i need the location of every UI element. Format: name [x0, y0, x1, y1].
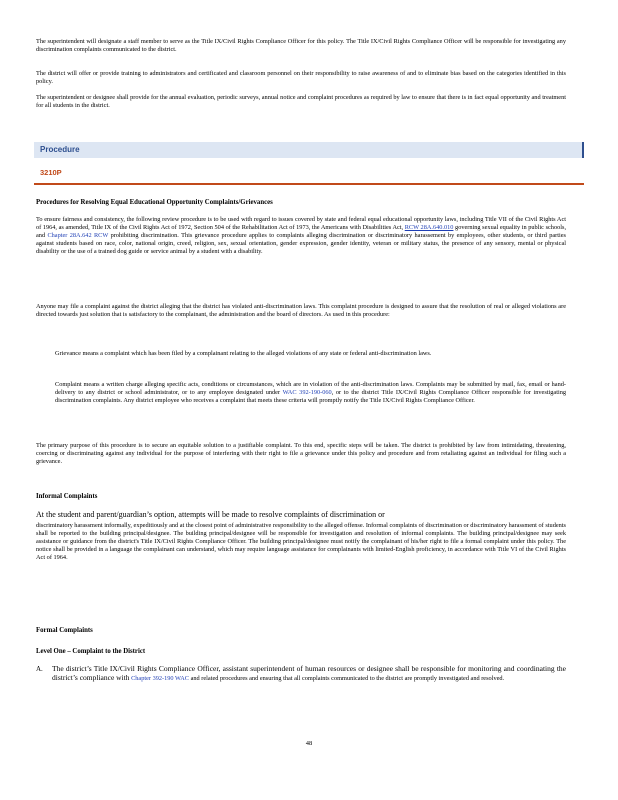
wac-chapter-link[interactable]: Chapter 392-190 WAC [131, 675, 190, 682]
chapter-link[interactable]: Chapter 28A.642 RCW [47, 232, 109, 239]
body-text: governing sexual equality in public schools, and [36, 224, 567, 239]
procedure-paragraph-3: The primary purpose of this procedure is to secure an equitable solution to a justifiable complaint. To this end, specific steps will be taken. The district is prohibited by law from intimidating, threatening, coercing or discriminating against any individual for the purpose of interfering with their right to file a grievance under this policy and procedure and from retaliating against an individual for filing such a grievance. [36, 442, 566, 465]
divider-rule [34, 183, 584, 185]
body-text: To ensure fairness and consistency, the following review procedure is to be used with regard to issues covered by state and federal equal educational opportunity laws, including Title VII of the Civil Rights Act of 1964, as amended, Title IX of the Civil Rights Act of 1972, Section 504 of the Rehabilitation Act of 1973, the Americans with Disabilities Act, [36, 216, 566, 231]
informal-body: discriminatory harassment informally, expeditiously and at the closest point of administrative responsibility to the alleged offense. Informal complaints of discrimination or discriminatory harassment of students shall be reported to the building principal/designee. The building principal/designee will be responsible for investigation and resolution of informal complaints. The building principal/designee may seek assistance or guidance from the district's Title IX/Civil Rights Compliance Officer. The building principal/designee must notify the complainant of his/her right to file a formal complaint under this policy. The notice shall be provided in a language the complainant can understand, which may require language assistance for complainants with limited-English proficiency, in accordance with Title VI of the Civil Rights Act of 1964. [36, 522, 566, 561]
body-text: , or to the district Title IX/Civil Rights Compliance Officer responsible for investigating discrimination complaints. Any district employee who receives a complaint that meets these criteria will promptly notify the Title IX/Civil Rights Compliance Officer. [55, 389, 567, 404]
intro-paragraph-3: The superintendent or designee shall provide for the annual evaluation, periodic surveys, annual notice and complaint procedures as required by law to ensure that there is in fact equal opportunity and treatment for all students in the district. [36, 94, 566, 109]
body-text: The district’s Title IX/Civil Rights Compliance Officer, assistant superintendent of human resources or designee shall be responsible for monitoring and coordinating the district’s compliance with [52, 664, 566, 682]
intro-paragraph-2: The district will offer or provide training to administrators and certificated and classroom personnel on their responsibility to raise awareness of and to eliminate bias based on the categories identified in this policy. [36, 70, 566, 85]
body-text: Complaint means a written charge alleging specific acts, conditions or circumstances, which are in violation of the anti-discrimination laws. Complaints may be submitted by mail, fax, email or hand-delivery to any district or school administrator, or to any employee designated under [55, 381, 566, 396]
policy-code: 3210P [40, 168, 62, 177]
procedure-paragraph-2: Anyone may file a complaint against the district alleging that the district has violated anti-discrimination laws. This complaint procedure is designed to assure that the resolution of real or alleged violations are directed towards just solution that is satisfactory to the complainant, the administration and the board of directors. As used in this procedure: [36, 303, 566, 318]
informal-heading: Informal Complaints [36, 493, 98, 500]
definition-complaint [55, 381, 566, 405]
informal-lead: At the student and parent/guardian’s option, attempts will be made to resolve complaints of discrimination or [36, 510, 385, 519]
definition-grievance: Grievance means a complaint which has been filed by a complainant relating to the alleged violations of any state or federal anti-discrimination laws. [55, 350, 432, 357]
procedure-title: Procedures for Resolving Equal Educational Opportunity Complaints/Grievances [36, 199, 273, 206]
wac-link[interactable]: WAC 392-190-060 [282, 389, 332, 396]
page-number: 48 [305, 740, 313, 747]
procedure-banner [34, 142, 584, 158]
level-one-heading: Level One – Complaint to the District [36, 648, 146, 655]
body-text: and related procedures and ensuring that all complaints communicated to the district are promptly investigated and resolved. [190, 675, 505, 682]
intro-text: The superintendent will designate a staff member to serve as the Title IX/Civil Rights Compliance Officer for this policy. [36, 38, 345, 45]
body-text: prohibiting discrimination. This grievance procedure applies to complaints alleging discrimination or discriminatory harassement by employees, other students, or third parties against students based on race, color, national origin, creed, religion, sex, sexual orientation, gender expression, gender identity, veteran or military status, the presence of any sensory, mental or physical disability or the use of a trained dog guide or service animal by a student with a disability. [36, 232, 566, 255]
list-label-a: A. [36, 665, 43, 673]
rcw-link[interactable]: RCW 28A.640.010 [404, 224, 454, 231]
procedure-paragraph-1 [36, 216, 566, 256]
formal-heading: Formal Complaints [36, 627, 93, 634]
intro-paragraph-1 [36, 38, 566, 54]
intro-text: The Title IX/Civil Rights Compliance Officer will be responsible for investigating any discrimination complaints communicated to the district. [36, 38, 566, 53]
formal-item-a [52, 665, 566, 683]
procedure-banner-title: Procedure [40, 145, 80, 154]
